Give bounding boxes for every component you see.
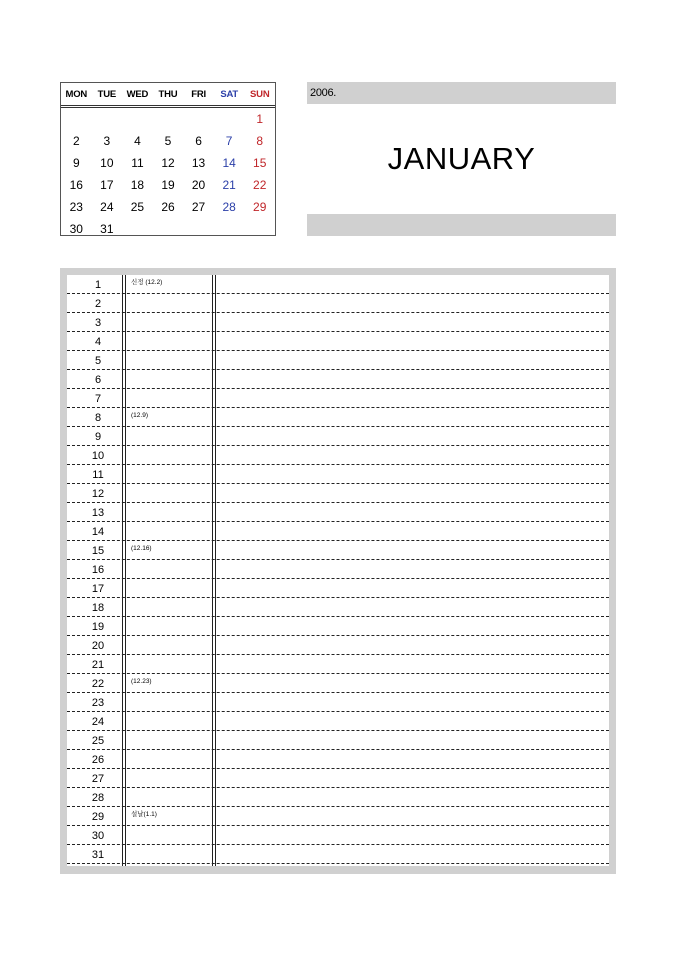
mini-calendar-date: 15 — [253, 156, 267, 170]
mini-calendar-date: 25 — [130, 200, 145, 214]
day-row[interactable] — [67, 579, 609, 598]
day-number: 16 — [91, 564, 105, 576]
mini-calendar-date — [183, 108, 214, 130]
day-number: 22 — [91, 678, 105, 690]
day-number: 1 — [94, 279, 102, 291]
day-column-divider — [122, 275, 126, 866]
mini-calendar-date: 17 — [100, 178, 114, 192]
mini-calendar-date — [92, 108, 123, 130]
day-number: 27 — [91, 773, 105, 785]
day-row[interactable] — [67, 674, 609, 693]
mini-calendar-date: 14 — [222, 156, 236, 170]
mini-calendar-date: 13 — [191, 156, 206, 170]
month-title: JANUARY — [387, 141, 536, 176]
mini-calendar-date: 10 — [100, 156, 114, 170]
day-row[interactable] — [67, 826, 609, 845]
mini-calendar-date: 2 — [72, 134, 80, 148]
mini-calendar-date: 18 — [130, 178, 145, 192]
weekday-label: SAT — [220, 88, 239, 100]
mini-calendar-date: 3 — [103, 134, 111, 148]
mini-calendar-date — [214, 108, 245, 130]
weekday-label: THU — [158, 88, 178, 100]
day-number: 3 — [94, 317, 102, 329]
day-number: 2 — [94, 298, 102, 310]
weekday-label: MON — [65, 88, 88, 100]
mini-calendar-weekday-header — [61, 83, 275, 108]
mini-calendar-date: 4 — [134, 134, 141, 148]
mini-calendar-date — [122, 108, 153, 130]
mini-calendar-date: 5 — [164, 134, 172, 148]
day-number: 6 — [94, 374, 102, 386]
mini-calendar-date: 26 — [161, 200, 175, 214]
day-note: 신정 (12.2) — [131, 279, 163, 286]
day-number: 12 — [91, 488, 105, 500]
day-row[interactable] — [67, 332, 609, 351]
day-number: 29 — [91, 811, 105, 823]
mini-calendar-date — [214, 218, 245, 240]
day-row[interactable] — [67, 807, 609, 826]
day-number: 23 — [91, 697, 105, 709]
day-row[interactable] — [67, 712, 609, 731]
daily-list-frame — [60, 268, 616, 874]
day-number: 20 — [91, 640, 105, 652]
day-number: 15 — [91, 545, 105, 557]
mini-calendar-date: 30 — [69, 222, 83, 236]
mini-calendar-date — [61, 108, 92, 130]
day-number: 19 — [91, 621, 105, 633]
mini-calendar-date: 7 — [225, 134, 233, 148]
mini-calendar-date — [153, 218, 184, 240]
weekday-label: TUE — [97, 88, 117, 100]
weekday-label: FRI — [191, 88, 206, 100]
mini-calendar-date: 19 — [161, 178, 175, 192]
day-note: (12.9) — [131, 412, 148, 419]
day-number: 4 — [94, 336, 102, 348]
day-row[interactable] — [67, 598, 609, 617]
day-row[interactable] — [67, 351, 609, 370]
day-row[interactable] — [67, 370, 609, 389]
day-row[interactable] — [67, 693, 609, 712]
mini-calendar-date — [122, 218, 153, 240]
day-row[interactable] — [67, 465, 609, 484]
day-number: 24 — [91, 716, 105, 728]
mini-calendar-date: 29 — [253, 200, 267, 214]
note-column-divider — [212, 275, 216, 866]
day-number: 10 — [91, 450, 105, 462]
day-row[interactable] — [67, 636, 609, 655]
day-row[interactable] — [67, 503, 609, 522]
day-row[interactable] — [67, 408, 609, 427]
day-number: 26 — [91, 754, 105, 766]
day-note: (12.16) — [131, 545, 152, 552]
day-number: 14 — [91, 526, 105, 538]
day-row[interactable] — [67, 484, 609, 503]
day-row[interactable] — [67, 560, 609, 579]
day-row[interactable] — [67, 427, 609, 446]
mini-calendar-date: 12 — [161, 156, 175, 170]
mini-calendar-date — [183, 218, 214, 240]
year-label: 2006. — [307, 82, 616, 104]
daily-list — [67, 275, 609, 866]
day-number: 30 — [91, 830, 105, 842]
day-number: 21 — [91, 659, 105, 671]
mini-calendar-date — [153, 108, 184, 130]
day-row[interactable] — [67, 731, 609, 750]
day-row[interactable] — [67, 769, 609, 788]
day-row[interactable] — [67, 655, 609, 674]
day-row[interactable] — [67, 750, 609, 769]
day-row[interactable] — [67, 389, 609, 408]
day-row[interactable] — [67, 541, 609, 560]
mini-calendar — [60, 82, 276, 236]
mini-calendar-date: 6 — [195, 134, 202, 148]
day-number: 17 — [91, 583, 105, 595]
day-number: 11 — [92, 469, 104, 481]
mini-calendar-date: 16 — [69, 178, 83, 192]
day-row[interactable] — [67, 788, 609, 807]
day-number: 18 — [91, 602, 105, 614]
mini-calendar-date: 8 — [256, 134, 264, 148]
mini-calendar-date: 11 — [131, 156, 144, 170]
day-row[interactable] — [67, 275, 609, 294]
mini-calendar-date: 27 — [191, 200, 206, 214]
mini-calendar-date: 24 — [100, 200, 114, 214]
day-number: 13 — [91, 507, 105, 519]
day-number: 31 — [91, 849, 105, 861]
day-note: (12.23) — [131, 678, 152, 685]
mini-calendar-date: 23 — [69, 200, 83, 214]
day-number: 5 — [94, 355, 102, 367]
mini-calendar-date: 28 — [222, 200, 236, 214]
mini-calendar-date — [244, 218, 275, 240]
day-row[interactable] — [67, 446, 609, 465]
day-number: 8 — [94, 412, 102, 424]
mini-calendar-date: 21 — [222, 178, 236, 192]
day-row[interactable] — [67, 845, 609, 864]
weekday-label: WED — [126, 88, 149, 100]
day-number: 9 — [94, 431, 102, 443]
mini-calendar-date: 22 — [253, 178, 267, 192]
mini-calendar-date: 31 — [100, 222, 114, 236]
day-row[interactable] — [67, 294, 609, 313]
weekday-label: SUN — [250, 88, 270, 100]
day-row[interactable] — [67, 313, 609, 332]
header-bottom-bar — [307, 214, 616, 236]
mini-calendar-date: 9 — [72, 156, 80, 170]
mini-calendar-date: 20 — [191, 178, 206, 192]
mini-calendar-date: 1 — [256, 112, 264, 126]
day-number: 25 — [91, 735, 105, 747]
mini-calendar-grid — [61, 108, 275, 240]
day-number: 28 — [91, 792, 105, 804]
day-row[interactable] — [67, 522, 609, 541]
day-number: 7 — [94, 393, 102, 405]
day-row[interactable] — [67, 617, 609, 636]
day-note: 설날(1.1) — [131, 811, 157, 818]
